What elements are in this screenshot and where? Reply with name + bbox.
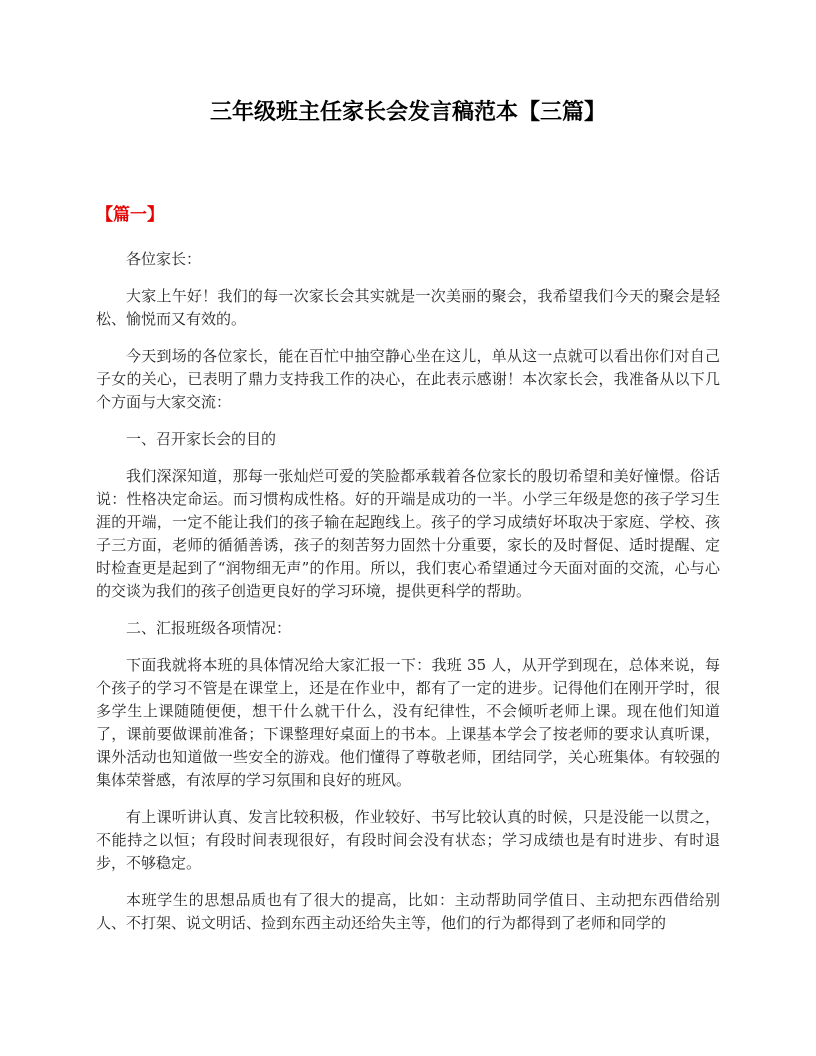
paragraph: 各位家长： <box>126 250 202 268</box>
paragraph: 一、召开家长会的目的 <box>126 430 277 448</box>
document-title: 三年级班主任家长会发言稿范本【三篇】 <box>209 99 606 124</box>
paragraph: 下面我就将本班的具体情况给大家汇报一下：我班 35 人，从开学到现在，总体来说，每个孩子的学习不管是在课堂上，还是在作业中，都有了一定的进步。记得他们在刚开学时，很多学生上课随随便便，想干什么就干什么，没有纪律性，不会倾听老师上课。现在他们知道了，课前要做课前准备；下课整理好桌面上的书本。上课基本学会了按老师的要求认真听课，课外活动也知道做一些安全的游戏。他们懂得了尊敬老师，团结同学，关心班集体。有较强的集体荣誉感，有浓厚的学习氛围和良好的班风。 <box>96 656 720 789</box>
paragraph: 我们深深知道，那每一张灿烂可爱的笑脸都承载着各位家长的殷切希望和美好憧憬。俗话说：性格决定命运。而习惯构成性格。好的开端是成功的一半。小学三年级是您的孩子学习生涯的开端，一定不能让我们的孩子输在起跑线上。孩子的学习成绩好坏取决于家庭、学校、孩子三方面，老师的循循善诱，孩子的刻苦努力固然十分重要，家长的及时督促、适时提醒、定时检查更是起到了“润物细无声”的作用。所以，我们衷心希望通过今天面对面的交流，心与心的交谈为我们的孩子创造更良好的学习环境，提供更科学的帮助。 <box>96 467 720 600</box>
paragraph: 大家上午好！我们的每一次家长会其实就是一次美丽的聚会，我希望我们今天的聚会是轻松、愉悦而又有效的。 <box>96 287 720 328</box>
paragraph: 本班学生的思想品质也有了很大的提高，比如：主动帮助同学值日、主动把东西借给别人、不打架、说文明话、捡到东西主动还给失主等，他们的行为都得到了老师和同学的 <box>96 891 720 932</box>
paragraph: 有上课听讲认真、发言比较积极，作业较好、书写比较认真的时候，只是没能一以贯之，不能持之以恒；有段时间表现很好，有段时间会没有状态；学习成绩也是有时进步、有时退步，不够稳定。 <box>96 808 720 872</box>
paragraph: 今天到场的各位家长，能在百忙中抽空静心坐在这儿，单从这一点就可以看出你们对自己子女的关心，已表明了鼎力支持我工作的决心，在此表示感谢！本次家长会，我准备从以下几个方面与大家交流： <box>96 347 720 411</box>
section-heading-part-one: 【篇一】 <box>96 205 164 224</box>
document-body <box>96 248 720 935</box>
paragraph: 二、汇报班级各项情况： <box>126 619 292 637</box>
